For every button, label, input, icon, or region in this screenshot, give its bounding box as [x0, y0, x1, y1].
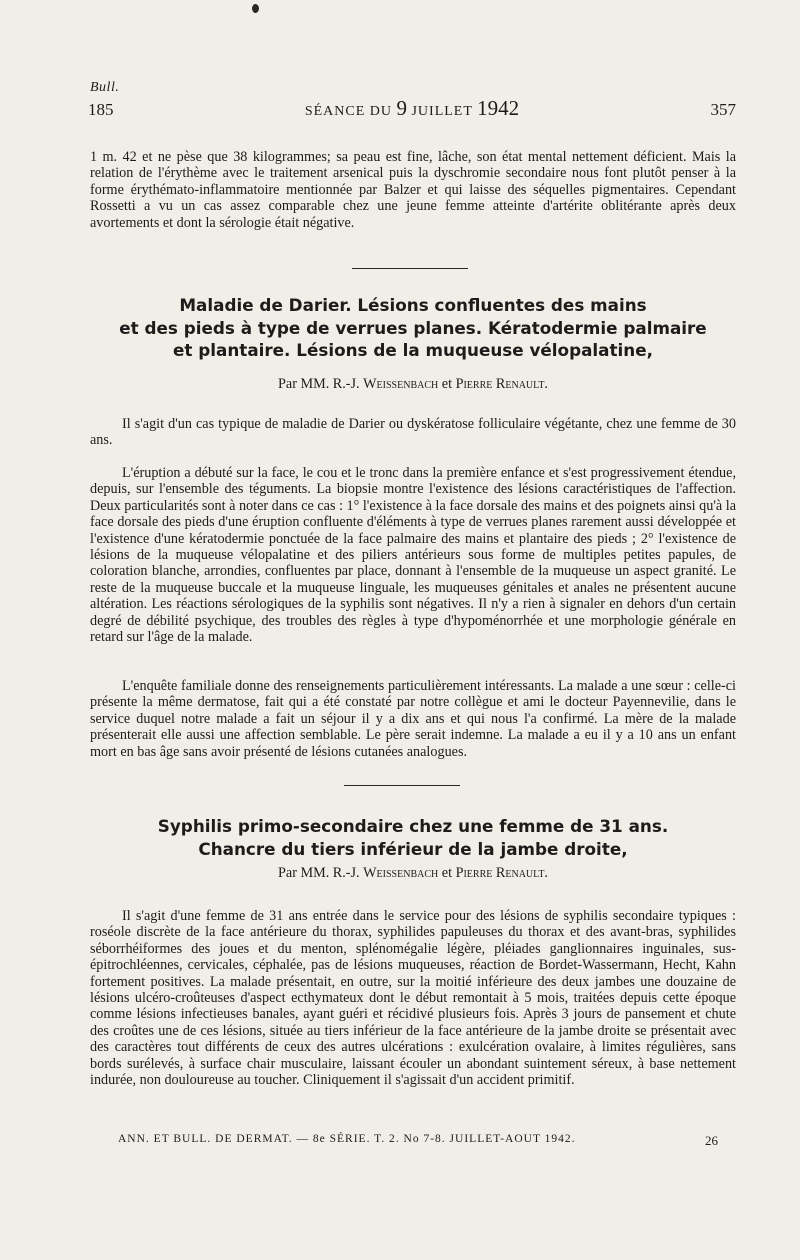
section-divider: [352, 268, 468, 269]
session-day: 9: [396, 96, 407, 120]
article-1-title: [90, 294, 736, 362]
author-name: Weissenbach: [363, 376, 439, 392]
footer-signature-number: 26: [705, 1133, 718, 1148]
ink-mark: [252, 4, 259, 13]
author-name: Pierre Renault.: [455, 865, 548, 881]
page-footer: [118, 1133, 718, 1151]
page-number: 357: [710, 100, 736, 119]
article-1-paragraph: L'enquête familiale donne des renseignements particulièrement intéressants. La malade a une sœur : celle-ci présente la même dermatose, fait qui a été constaté par notre collègue et ami le docteur Payennevilie, dans le service duquel notre malade a fait un séjour il y a dix ans et qui nous l'a confirmé. La mère de la malade présenterait elle aussi une affection semblable. Le père serait indemne. La malade a eu il y a 10 ans un enfant mort en bas âge sans avoir présenté de lésions cutanées analogues.: [90, 678, 736, 760]
session-year: 1942: [477, 96, 520, 120]
running-head: [88, 96, 736, 124]
journal-abbreviation: Bull.: [90, 80, 120, 95]
article-1-title-line: et plantaire. Lésions de la muqueuse vélopalatine,: [173, 340, 653, 360]
article-1-paragraph: L'éruption a débuté sur la face, le cou et le tronc dans la première enfance et s'est progressivement étendue, depuis, sur l'ensemble des téguments. La biopsie montre l'existence des lésions caractéristiques de l'affection. Deux particularités sont à noter dans ce cas : 1° l'existence à la face dorsale des mains et des poignets ainsi qu'à la face dorsale des pieds d'une éruption confluente d'éléments à type de verrues planes rarement aussi développée et l'existence d'une kératodermie ponctuée de la face palmaire des mains et plantaire des pieds ; 2° l'existence de lésions de la muqueuse vélopalatine et des piliers antérieurs sous forme de multiples petites papules, de coloration blanche, arrondies, confluentes par place, donnant à l'ensemble de la muqueuse un aspect granité. Le reste de la muqueuse buccale et la muqueuse linguale, les muqueuses génitales et anales ne présentent aucune altération. Les réactions sérologiques de la syphilis sont négatives. Il n'y a rien à signaler en dehors d'un certain degré de débilité psychique, des troubles des règles à type d'hypoménorrhée et une morphologie générale en retard sur l'âge de la malade.: [90, 465, 736, 646]
session-month: JUILLET: [406, 104, 478, 119]
article-1-title-line: et des pieds à type de verrues planes. Kératodermie palmaire: [119, 317, 707, 338]
article-2-title-line: Syphilis primo-secondaire chez une femme de 31 ans.: [157, 816, 669, 836]
byline-and: et: [438, 865, 456, 881]
byline-prefix: Par MM. R.-J.: [278, 865, 364, 881]
byline-prefix: Par MM. R.-J.: [278, 376, 364, 392]
article-2-paragraph: Il s'agit d'une femme de 31 ans entrée dans le service pour des lésions de syphilis secondaire typiques : roséole discrète de la face antérieure du thorax, syphilides papuleuses du thorax et des avant-bras, syphilides séborrhéiformes des joues et du menton, splénomégalie légère, pléiades ganglionnaires inguinales, sus-épitrochléennes, cervicales, céphalée, pas de lésions muqueuses, réaction de Bordet-Wassermann, Hecht, Kahn fortement positives. La malade présentait, en outre, sur la moitié inférieure des deux jambes une douzaine de lésions ulcéro-croûteuses d'aspect ecthymateux dont le début remontait à 5 mois, traitées depuis cette époque comme lésions infectieuses banales, ayant guéri et récidivé plusieurs fois. Après 3 jours de pansement et chute des croûtes une de ces lésions, située au tiers inférieur de la face antérieure de la jambe droite se présentait avec des caractères tout différents de ceux des autres ulcérations : exulcération ovalaire, à limites régulières, sans bords surélevés, à surface chair musculaire, laissant écouler un abondant suintement séreux, à base nettement indurée, non douloureuse au toucher. Cliniquement il s'agissait d'un accident primitif.: [90, 908, 736, 1089]
section-divider: [344, 785, 460, 786]
footer-citation: ANN. ET BULL. DE DERMAT. — 8e SÉRIE. T. 2. No 7-8. JUILLET-AOUT 1942.: [118, 1133, 576, 1145]
article-1-title-line: Maladie de Darier. Lésions confluentes des mains: [179, 295, 647, 315]
author-name: Weissenbach: [363, 865, 439, 881]
session-heading: [88, 96, 736, 121]
session-prefix: SÉANCE DU: [304, 104, 397, 119]
author-name: Pierre Renault.: [455, 376, 548, 392]
byline-and: et: [438, 376, 456, 392]
intro-paragraph: 1 m. 42 et ne pèse que 38 kilogrammes; sa peau est fine, lâche, son état mental nettement déficient. Mais la relation de l'érythème avec le traitement arsenical puis la dyschromie secondaire nous font plutôt penser à la forme érythémato-inflammatoire mentionnée par Balzer et qui laisse des séquelles pigmentaires. Cependant Rossetti a vu un cas assez comparable chez une jeune femme atteinte d'artérite oblitérante après deux avortements et dont la sérologie était négative.: [90, 149, 736, 231]
left-page-number: 185: [88, 100, 114, 119]
article-1-byline: [90, 376, 736, 393]
article-1-paragraph: Il s'agit d'un cas typique de maladie de Darier ou dyskératose folliculaire végétante, chez une femme de 30 ans.: [90, 416, 736, 449]
article-2-byline: [90, 865, 736, 882]
article-2-title: [90, 815, 736, 860]
article-2-title-line: Chancre du tiers inférieur de la jambe droite,: [198, 838, 628, 859]
